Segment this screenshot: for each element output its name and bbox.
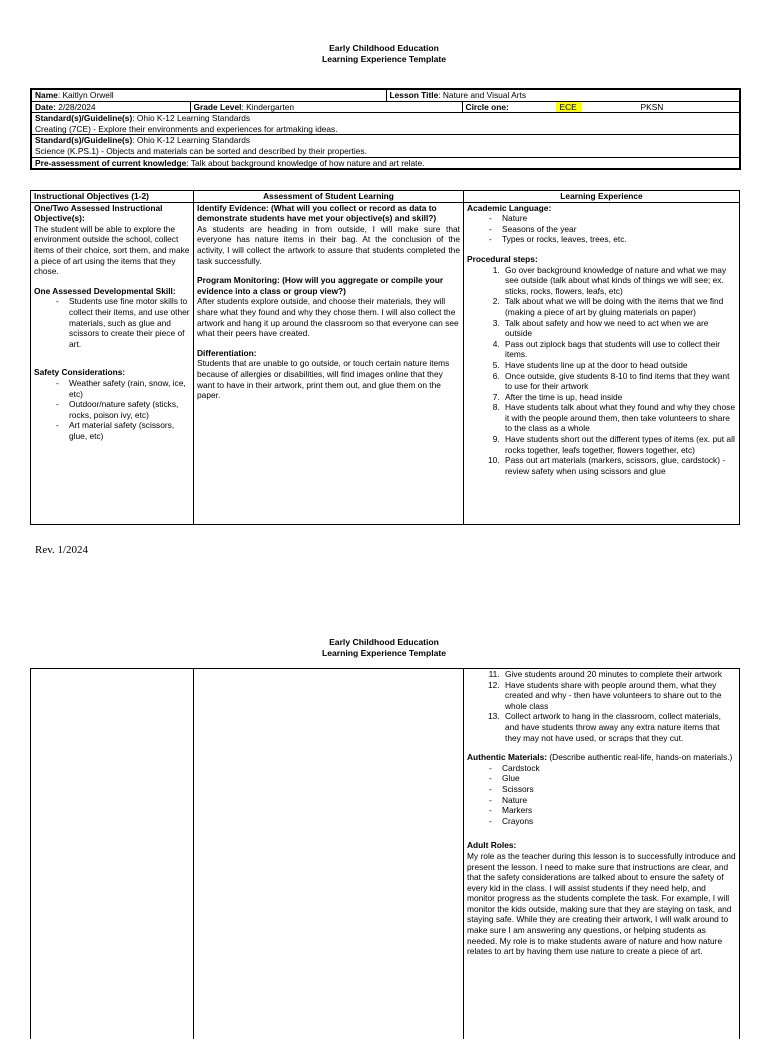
step-item: 10. Pass out art materials (markers, scissors, glue, cardstock) - review safety when using scissors and glue (502, 455, 736, 476)
authentic-materials-note: (Describe authentic real-life, hands-on materials.) (547, 752, 733, 763)
standard-2-label: Standard(s)/Guideline(s) (35, 135, 133, 146)
preassessment-label: Pre-assessment of current knowledge (35, 157, 187, 168)
title-line-1: Early Childhood Education (329, 43, 439, 53)
step-item: 4. Pass out ziplock bags that students will use to collect their items. (502, 339, 736, 360)
evidence-heading: Identify Evidence: (What will you collect or record as data to demonstrate students have met your objective(s) and skill?) (197, 202, 437, 224)
list-item: - Types or rocks, leaves, trees, etc. (489, 234, 736, 245)
column-header-assessment: Assessment of Student Learning (194, 191, 464, 203)
procedural-steps-list (467, 265, 736, 477)
step-item: 8. Have students talk about what they found and why they chose it with the people around them, then take volunteers to share to the class as a whole (502, 402, 736, 434)
learning-cell (464, 202, 740, 524)
standard-2-value: : Ohio K-12 Learning Standards (132, 135, 251, 146)
grade-value: : Kindergarten (241, 101, 295, 112)
objectives-cell (31, 202, 194, 524)
circle-cell (462, 101, 740, 113)
list-item: - Art material safety (scissors, glue, etc) (56, 420, 190, 441)
assessed-objective-text: The student will be able to explore the environment outside the school, collect items of their choice, sort them, and make a piece of art using the items that they chose. (34, 223, 190, 277)
list-item: - Weather safety (rain, snow, ice, etc) (56, 378, 190, 399)
name-value: : Kaitlyn Orwell (57, 90, 114, 100)
safety-list (34, 378, 190, 442)
step-item: 6. Once outside, give students 8-10 to find items that they want to use for their artwork (502, 371, 736, 392)
preassessment-value: : Talk about background knowledge of how nature and art relate. (186, 157, 425, 168)
grade-cell (190, 101, 462, 113)
lesson-title-cell (386, 89, 740, 101)
academic-language-list (467, 213, 736, 245)
list-item: - Cardstock (489, 763, 736, 774)
date-cell (31, 101, 190, 113)
revision-note: Rev. 1/2024 (35, 544, 89, 556)
safety-heading: Safety Considerations: (34, 367, 126, 378)
objectives-cell-continued (31, 669, 194, 1039)
list-item: - Nature (489, 213, 736, 224)
evidence-text: As students are heading in from outside, I will make sure that everyone has nature items in their bag. At the conclusion of the activity, I will collect the artwork to assure that students completed the task successfully. (197, 223, 460, 266)
step-item: 1. Go over background knowledge of nature and what we may see outside (talk about what kinds of things we will see; ex. sticks, rocks, flowers, leafs, etc) (502, 265, 736, 297)
step-item: 13. Collect artwork to hang in the classroom, collect materials, and have students throw away any extra nature items that they may not have used, or scraps that they cut. (502, 711, 736, 743)
step-item: 3. Talk about safety and how we need to act when we are outside (502, 318, 736, 339)
learning-cell-continued (464, 669, 740, 1039)
standard-1-label: Standard(s)/Guideline(s) (35, 113, 133, 124)
list-item: - Nature (489, 795, 736, 806)
step-item: 9. Have students short out the different types of items (ex. put all rocks together, leafs together, flowers together, etc) (502, 434, 736, 455)
column-header-learning: Learning Experience (464, 191, 740, 203)
developmental-skill-heading: One Assessed Developmental Skill: (34, 285, 176, 296)
standard-2-detail: Science (K.PS.1) - Objects and materials can be sorted and described by their properties. (35, 145, 367, 156)
page-2-title (0, 637, 768, 658)
circle-option-ece[interactable]: ECE (556, 102, 581, 112)
assessed-objective-heading: One/Two Assessed Instructional Objective(s): (34, 202, 163, 224)
list-item: - Markers (489, 805, 736, 816)
date-label: Date: (35, 101, 56, 112)
title-line-1: Early Childhood Education (329, 637, 439, 647)
list-item: - Glue (489, 773, 736, 784)
list-item: - Crayons (489, 816, 736, 827)
standard-1-detail: Creating (7CE) - Explore their environments and experiences for artmaking ideas. (35, 123, 338, 134)
name-cell (31, 89, 386, 101)
title-line-2: Learning Experience Template (321, 647, 446, 658)
authentic-materials-block (467, 752, 736, 763)
preassessment-cell (31, 157, 740, 169)
lesson-title-label: Lesson Title (389, 90, 439, 100)
procedural-steps-list-continued (467, 669, 736, 743)
step-item: 5. Have students line up at the door to head outside (502, 360, 736, 371)
list-item: - Outdoor/nature safety (sticks, rocks, poison ivy, etc) (56, 399, 190, 420)
procedural-steps-heading: Procedural steps: (467, 253, 538, 264)
differentiation-heading: Differentiation: (197, 347, 257, 358)
step-item: 7. After the time is up, head inside (502, 392, 736, 403)
list-item: - Seasons of the year (489, 224, 736, 235)
adult-roles-text: My role as the teacher during this lesson is to successfully introduce and present the lesson. I need to make sure that instructions are clear, and that the safety considerations are talked about to ensure the safety of every kid in the class. I will assist students if they need help, and monitor progress as the students complete the task. For example, I will monitor the kids outside, making sure that they are staying on task, and staying safe. While they are creating their artwork, I will walk around to make sure I am answering any questions, or helping students as needed. My role is to make students aware of nature and how nature relates to art by having them use nature to create a piece of art. (467, 850, 736, 957)
title-line-2: Learning Experience Template (321, 53, 446, 64)
grade-label: Grade Level (193, 101, 242, 112)
date-value: 2/28/2024 (55, 101, 96, 112)
list-item: - Students use fine motor skills to collect their items, and use other materials, such as glue and scissors to create their piece of art. (56, 296, 190, 349)
authentic-materials-heading: Authentic Materials: (467, 752, 548, 763)
differentiation-text: Students that are unable to go outside, or touch certain nature items because of allergies or disabilities, will find images online that they want to have in their artwork, print them out, and glue them on the paper. (197, 358, 450, 401)
main-table-page-2 (30, 668, 740, 1039)
assessment-cell-continued (194, 669, 464, 1039)
step-item: 2. Talk about what we will be doing with the items that we find (making a piece of art by gluing materials on paper) (502, 296, 736, 317)
page-title (0, 43, 768, 64)
column-header-objectives: Instructional Objectives (1-2) (31, 191, 194, 203)
lesson-title-value: : Nature and Visual Arts (438, 90, 527, 100)
adult-roles-heading: Adult Roles: (467, 840, 517, 851)
monitoring-text: After students explore outside, and choose their materials, they will share what they found and why they chose them. I will also collect the artwork and hang it up around the classroom so that everyone can see what their peers have created. (197, 296, 459, 339)
standard-1-cell (31, 113, 740, 135)
monitoring-heading: Program Monitoring: (How will you aggregate or compile your evidence into a class or group view?) (197, 275, 444, 296)
assessment-cell (194, 202, 464, 524)
header-table (30, 88, 741, 170)
name-label: Name (35, 90, 58, 100)
academic-language-heading: Academic Language: (467, 202, 552, 213)
authentic-materials-list (467, 763, 736, 827)
circle-option-pksn[interactable]: PKSN (640, 101, 664, 112)
step-item: 12. Have students share with people around them, what they created and why - then have volunteers to share out to the whole class (502, 680, 736, 712)
standard-1-value: : Ohio K-12 Learning Standards (132, 113, 251, 124)
developmental-skill-list (34, 296, 190, 349)
list-item: - Scissors (489, 784, 736, 795)
standard-2-cell (31, 135, 740, 157)
circle-label: Circle one: (465, 101, 509, 112)
main-table-page-1 (30, 190, 740, 525)
step-item: 11. Give students around 20 minutes to complete their artwork (502, 669, 736, 680)
